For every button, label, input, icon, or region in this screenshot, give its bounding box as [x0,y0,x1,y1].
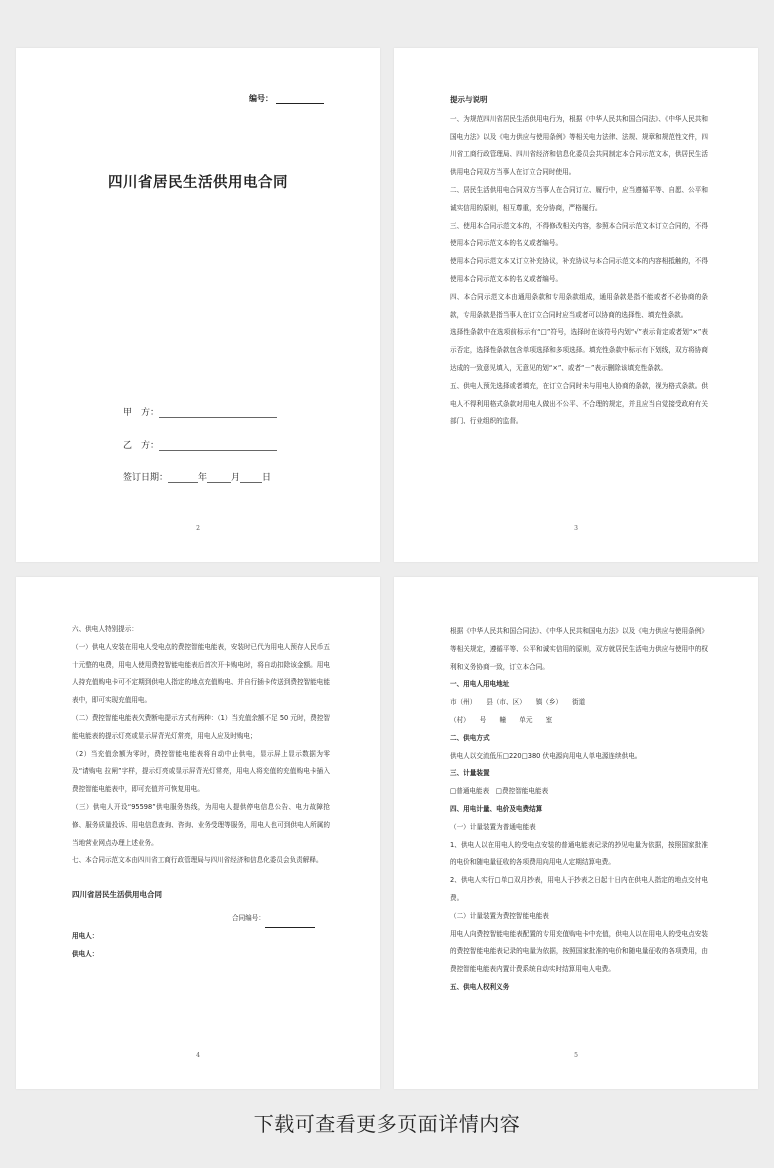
contract-body [450,623,708,997]
notes-paragraph: 选择性条款中在选项前标示有“□”符号，选择时在该符号内划“√”表示肯定或者划“×”表示否定，选择性条款包含单项选择和多项选择。填充性条款中标示有下划线，双方将协商达成的一致意见填入，无意见的划“×”、或者“－”表示删除该填充性条款。 [450,328,708,372]
year-label: 年 [198,473,208,483]
section-heading: 三、计量装置 [450,769,490,778]
sign-date-row [123,470,271,483]
contract-no-label: 合同编号： [232,913,265,922]
supply-paragraph: 供电人以交流低压□220□380 伏电源向用电人单电源连续供电。 [450,751,642,760]
page-number: 3 [574,525,578,532]
user-label: 用电人： [72,931,99,940]
document-page-2 [16,48,380,562]
month-label: 月 [231,473,241,483]
notes-paragraph: （一）供电人安装在用电人受电点的费控智能电能表，安装时已代为用电人预存人民币五十元整的电费，用电人使用费控智能电能表后首次开卡购电时，将自动扣除该金额。用电人持充值购电卡可不定期到供电人指定的地点充值购电、并自行插卡传送到费控智能电能表中，即可实现充值用电。 [72,642,330,705]
party-b-row [123,438,277,451]
section-heading: 五、供电人权利义务 [450,982,510,991]
party-b-blank [159,441,277,451]
section-heading: 二、供电方式 [450,733,490,742]
meter-options: □普通电能表 □费控智能电能表 [450,787,549,796]
year-blank [168,473,198,483]
section-heading: 一、用电人用电地址 [450,680,510,689]
intro-paragraph: 根据《中华人民共和国合同法》、《中华人民共和国电力法》以及《电力供应与使用条例》等相关规定，遵循平等、公平和诚实信用的原则，双方就居民生活电力供应与使用中的权利和义务协商一致，订立本合同。 [450,627,708,671]
contract-no-blank [265,920,315,928]
notes-paragraph: 三、使用本合同示范文本的，不得修改相关内容，参照本合同示范文本订立合同的，不得使用本合同示范文本的名义或者编号。 [450,221,708,248]
number-field [249,93,324,104]
notes-paragraph: 使用本合同示范文本又订立补充协议，补充协议与本合同示范文本的内容相抵触的，不得使用本合同示范文本的名义或者编号。 [450,257,708,283]
clause-paragraph: 1、供电人以在用电人的受电点安装的普通电能表记录的抄见电量为依据，按照国家批准的电价和随电量征收的各项费用向用电人定期结算电费。 [450,840,708,867]
party-b-label: 乙 方： [123,441,160,451]
notes-paragraph: 四、本合同示范文本由通用条款和专用条款组成，通用条款是指不能或者不必协商的条款，专用条款是指当事人在订立合同时应当或者可以协商的选择性、填充性条款。 [450,292,708,319]
party-a-blank [159,408,277,418]
contract-title: 四川省居民生活供用电合同 [72,890,162,900]
number-label: 编号： [249,94,273,103]
page-number: 2 [196,525,200,532]
cover-title: 四川省居民生活供用电合同 [108,175,288,191]
notes-paragraph: （二）费控智能电能表欠费断电提示方式有两种：（1）当充值余额不足 50 元时，费控智能电能表的提示灯亮或显示屏背光灯常亮，用电人应及时购电； [72,713,330,740]
day-blank [240,473,262,483]
notes-paragraph: 一、为规范四川省居民生活供用电行为，根据《中华人民共和国合同法》、《中华人民共和国电力法》以及《电力供应与使用条例》等相关电力法律、法规、规章和规范性文件，四川省工商行政管理局、四川省经济和信息化委员会共同制定本合同示范文本，供居民生活供用电合同双方当事人在订立合同时使用。 [450,114,708,177]
notes-paragraph: 六、供电人特别提示： [72,625,138,633]
subsection-heading: （二）计量装置为费控智能电能表 [450,911,549,920]
notes-paragraph: 二、居民生活供用电合同双方当事人在合同订立、履行中，应当遵循平等、自愿、公平和诚实信用的原则，相互尊重，充分协商，严格履行。 [450,185,708,212]
subsection-heading: （一）计量装置为普通电能表 [450,822,536,831]
notes-paragraph: 五、供电人预先选择或者填充，在订立合同时未与用电人协商的条款，视为格式条款。供电人不得利用格式条款对用电人做出不公平、不合理的规定，并且应当自觉接受政府有关部门、行业组织的监督。 [450,381,708,426]
notes-paragraph: 七、本合同示范文本由四川省工商行政管理局与四川省经济和信息化委员会负责解释。 [72,856,323,865]
notes-heading: 提示与说明 [450,95,488,104]
party-a-label: 甲 方： [123,408,160,418]
download-caption[interactable]: 下载可查看更多页面详情内容 [253,1112,521,1136]
notes-paragraph: （三）供电人开设“95598”供电服务热线，为用电人提供停电信息公告、电力故障抢修、服务质量投诉、用电信息查询、咨询、业务受理等服务，用电人也可到供电人所属的当地营业网点办理上述业务。 [72,802,330,847]
notes-paragraph: （2）当充值余额为零时，费控智能电能表将自动中止供电，显示屏上显示数据为零及“请购电 拉闸”字样，提示灯亮或显示屏背光灯常亮，用电人将充值的充值购电卡插入费控智能电能表中，即可充值并可恢复用电。 [72,749,330,794]
address-line-2: （村） 号 幢 单元 室 [450,715,553,724]
document-page-5 [394,577,758,1089]
contract-no-row [72,910,330,928]
supplier-label: 供电人： [72,949,99,958]
clause-paragraph: 用电人向费控智能电能表配置的专用充值购电卡中充值，供电人以在用电人的受电点安装的费控智能电能表记录的电量为依据，按照国家批准的电价和随电量征收的各项费用，由费控智能电能表内置计费系统自动实时结算用电人电费。 [450,929,708,974]
address-line-1: 市（州） 县（市、区） 镇（乡） 街道 [450,698,586,707]
document-page-3 [394,48,758,562]
party-a-row [123,405,277,418]
special-notes-body [72,621,330,963]
section-heading: 四、用电计量、电价及电费结算 [450,804,543,813]
page-number: 5 [574,1052,578,1059]
notes-body [450,91,708,431]
month-blank [207,473,231,483]
number-blank [276,95,324,104]
page-number: 4 [196,1052,200,1059]
document-page-4 [16,577,380,1089]
sign-date-label: 签订日期： [123,473,169,483]
clause-paragraph: 2、供电人实行□单□双月抄表，用电人于抄表之日起十日内在供电人指定的地点交付电费。 [450,876,708,902]
day-label: 日 [262,473,272,483]
